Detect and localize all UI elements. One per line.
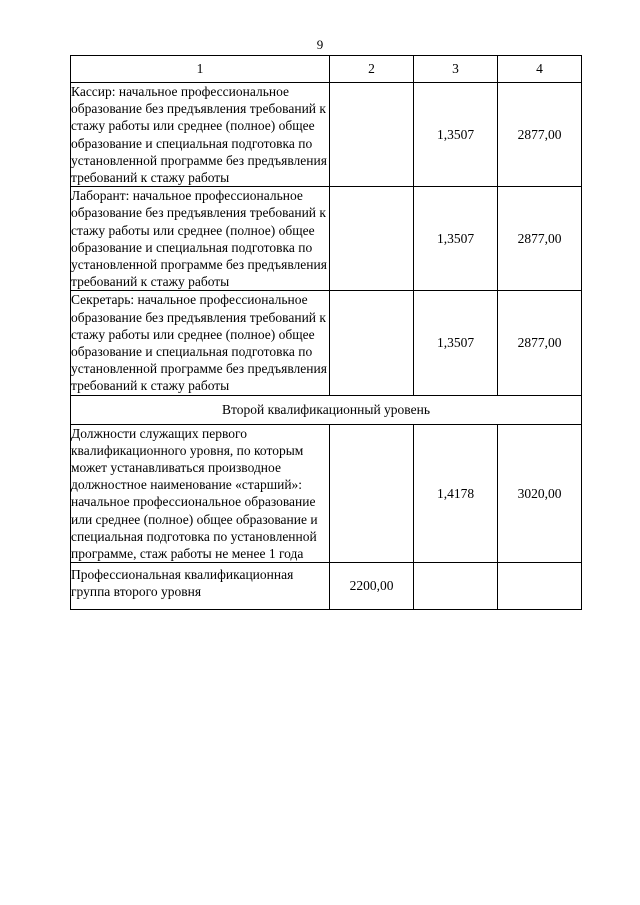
base-salary-cell <box>330 187 414 291</box>
coefficient-cell: 1,3507 <box>414 83 498 187</box>
column-header-1: 1 <box>71 56 330 83</box>
salary-cell: 2877,00 <box>498 187 582 291</box>
salary-cell <box>498 563 582 609</box>
section-heading-row <box>71 395 582 424</box>
table-row-senior-positions <box>71 424 582 563</box>
base-salary-cell: 2200,00 <box>330 563 414 609</box>
base-salary-cell <box>330 83 414 187</box>
base-salary-cell <box>330 424 414 563</box>
base-salary-cell <box>330 291 414 395</box>
position-description: Секретарь: начальное профессиональное образование без предъявления требований к стажу работы или среднее (полное) общее образование и специальная подготовка по установленной программе без предъявления требований к стажу работы <box>71 291 330 395</box>
salary-cell: 2877,00 <box>498 291 582 395</box>
page-number: 9 <box>316 37 324 52</box>
table-row-cashier <box>71 83 582 187</box>
position-description: Должности служащих первого квалификационного уровня, по которым может устанавливаться производное должностное наименование «старший»: начальное профессиональное образование или среднее (полное) общее образование и специальная подготовка по установленной программе, стаж работы не менее 1 года <box>71 424 330 563</box>
table-header-row <box>71 56 582 83</box>
table-row-group-second-level <box>71 563 582 609</box>
column-header-3: 3 <box>414 56 498 83</box>
qualification-level-heading: Второй квалификационный уровень <box>71 395 582 424</box>
salary-cell: 3020,00 <box>498 424 582 563</box>
salary-cell: 2877,00 <box>498 83 582 187</box>
position-description: Кассир: начальное профессиональное образование без предъявления требований к стажу работы или среднее (полное) общее образование и специальная подготовка по установленной программе без предъявления требований к стажу работы <box>71 83 330 187</box>
group-description: Профессиональная квалификационная группа второго уровня <box>71 563 330 609</box>
position-description: Лаборант: начальное профессиональное образование без предъявления требований к стажу работы или среднее (полное) общее образование и специальная подготовка по установленной программе без предъявления требований к стажу работы <box>71 187 330 291</box>
coefficient-cell: 1,3507 <box>414 187 498 291</box>
table-row-lab-assistant <box>71 187 582 291</box>
coefficient-cell: 1,4178 <box>414 424 498 563</box>
column-header-2: 2 <box>330 56 414 83</box>
salary-table <box>70 55 582 610</box>
column-header-4: 4 <box>498 56 582 83</box>
coefficient-cell: 1,3507 <box>414 291 498 395</box>
coefficient-cell <box>414 563 498 609</box>
table-row-secretary <box>71 291 582 395</box>
